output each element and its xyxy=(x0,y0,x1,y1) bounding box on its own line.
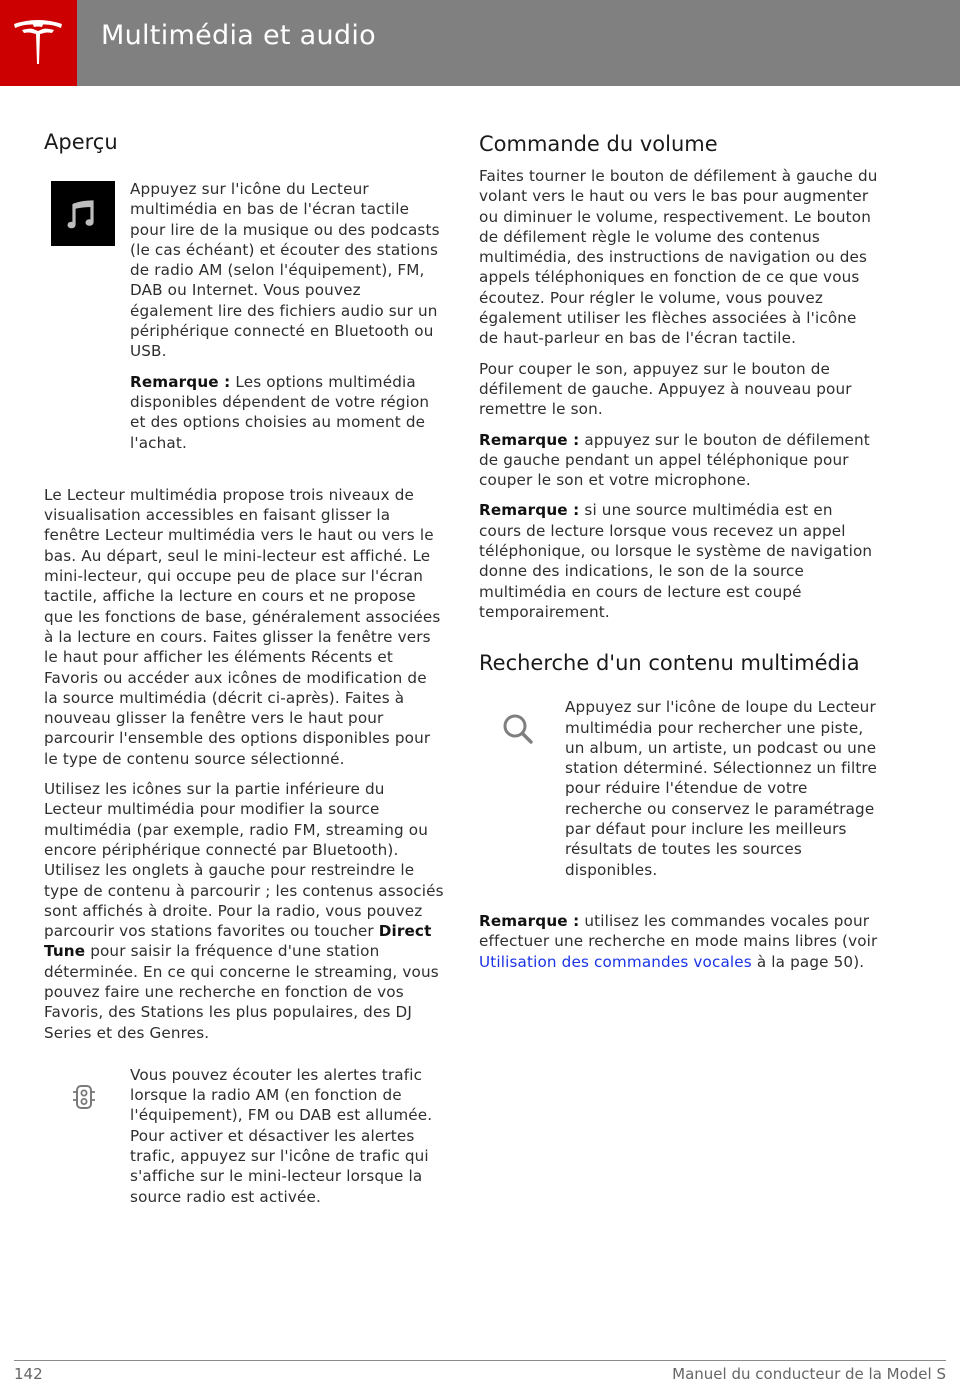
left-column xyxy=(44,128,444,1207)
search-icon xyxy=(501,712,537,752)
media-player-levels-paragraph: Le Lecteur multimédia propose trois niveaux de visualisation accessibles en faisant glisser la fenêtre Lecteur multimédia vers le haut ou vers le bas. Au départ, seul le mini-lecteur est affiché. Le mini-lecteur, qui occupe peu de place sur l'écran tactile, affiche la lecture en cours et ne propose que les fonctions de base, généralement associées à la lecture en cours. Faites glisser la fenêtre vers le haut pour afficher les éléments Récents et Favoris ou accéder aux icônes de modification de la source multimédia (décrit ci-après). Faites à nouveau glisser la fenêtre vers le haut pour parcourir l'ensemble des options disponibles pour le type de contenu source sélectionné. xyxy=(44,485,441,768)
page-header xyxy=(0,0,960,86)
note-text: Les options multimédia disponibles dépendent de votre région et des options choisies au moment de l'achat. xyxy=(130,372,430,452)
mute-paragraph: Pour couper le son, appuyez sur le bouton de défilement de gauche. Appuyez à nouveau pour remettre le son. xyxy=(479,359,852,419)
note-label: Remarque : xyxy=(479,911,580,930)
page-title: Multimédia et audio xyxy=(101,20,376,51)
search-block xyxy=(479,697,879,880)
right-column xyxy=(479,130,879,972)
note-text: si une source multimédia est en cours de lecture lorsque vous recevez un appel téléphonique, ou lorsque le système de navigation donne des indications, le son de la source multimédia en cours de lecture est coupé temporairement. xyxy=(479,501,873,621)
direct-tune-label: Direct Tune xyxy=(44,922,432,961)
note-text: appuyez sur le bouton de défilement de gauche pendant un appel téléphonique pour couper le son et votre microphone. xyxy=(479,430,870,490)
note-label: Remarque : xyxy=(479,501,580,520)
tesla-logo-icon xyxy=(12,18,64,68)
traffic-light-icon xyxy=(71,1083,97,1115)
traffic-block xyxy=(44,1065,444,1207)
section-heading-search: Recherche d'un contenu multimédia xyxy=(479,651,860,676)
search-text: Appuyez sur l'icône de loupe du Lecteur multimédia pour rechercher une piste, un album, un artiste, un podcast ou une station déterminé. Sélectionnez un filtre pour réduire l'étendue de votre recherche ou conservez le paramétrage par défaut pour inclure les meilleurs résultats de toutes les sources disponibles. xyxy=(565,698,877,879)
note-label: Remarque : xyxy=(479,430,580,449)
apercu-block xyxy=(44,179,444,453)
note-label: Remarque : xyxy=(130,372,231,391)
footer-divider xyxy=(14,1360,946,1361)
music-note-icon xyxy=(51,181,115,246)
section-heading-volume: Commande du volume xyxy=(479,132,718,156)
search-note: Remarque : utilisez les commandes vocales pour effectuer une recherche en mode mains libres (voir Utilisation des commandes vocales à la page 50). xyxy=(479,911,878,971)
volume-note-1 xyxy=(479,430,879,491)
volume-paragraph: Faites tourner le bouton de défilement à gauche du volant vers le haut ou vers le bas pour augmenter ou diminuer le volume, respectivement. Le bouton de défilement règle le volume des contenus multimédia, des instructions de navigation ou des appels téléphoniques en fonction de ce que vous écoutez. Pour régler le volume, vous pouvez également utiliser les flèches associées à l'icône de haut-parleur en bas de l'écran tactile. xyxy=(479,167,878,348)
page-number: 142 xyxy=(14,1365,43,1383)
voice-commands-link[interactable]: Utilisation des commandes vocales xyxy=(479,952,752,971)
tesla-logo xyxy=(0,0,77,86)
section-heading-apercu: Aperçu xyxy=(44,130,118,154)
traffic-alerts-text: Vous pouvez écouter les alertes trafic lorsque la radio AM (en fonction de l'équipement), FM ou DAB est allumée. Pour activer et désactiver les alertes trafic, appuyez sur l'icône de trafic qui s'affiche sur le mini-lecteur lorsque la source radio est activée. xyxy=(130,1065,433,1206)
media-source-paragraph: Utilisez les icônes sur la partie inférieure du Lecteur multimédia pour modifier la source multimédia (par exemple, radio FM, streaming ou encore périphérique connecté par Bluetooth). Utilisez les onglets à gauche pour restreindre le type de contenu à parcourir ; les contenus associés sont affichés à droite. Pour la radio, vous pouvez parcourir vos stations favorites ou toucher Direct Tune pour saisir la fréquence d'une station déterminée. En ce qui concerne le streaming, vous pouvez faire une recherche en fonction de vos Favoris, des Stations les plus populaires, des DJ Series et des Genres. xyxy=(44,780,444,1042)
apercu-note xyxy=(130,372,444,453)
apercu-intro: Appuyez sur l'icône du Lecteur multimédia en bas de l'écran tactile pour lire de la musique ou des podcasts (le cas échéant) et écouter des stations de radio AM (selon l'équipement), FM, DAB ou Internet. Vous pouvez également lire des fichiers audio sur un périphérique connecté en Bluetooth ou USB. xyxy=(130,180,440,361)
manual-title: Manuel du conducteur de la Model S xyxy=(672,1365,946,1383)
volume-note-2 xyxy=(479,500,879,622)
